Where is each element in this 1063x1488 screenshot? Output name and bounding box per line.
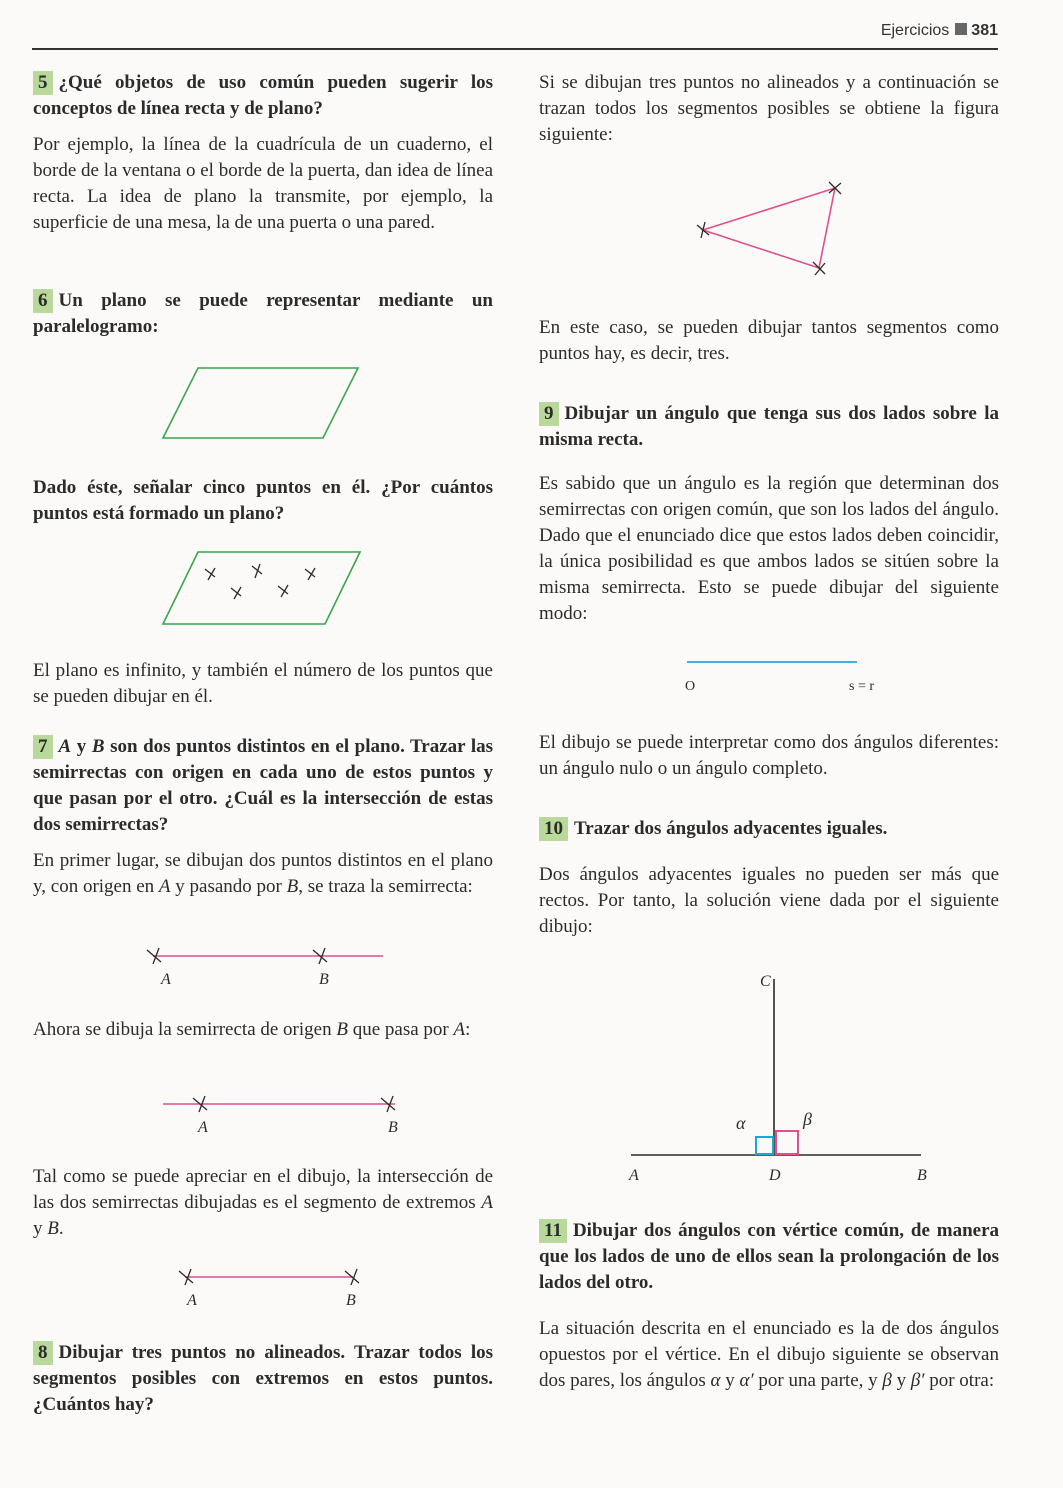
exercise-7-paragraph-2: [33, 1017, 493, 1043]
label-b: B: [346, 1292, 356, 1309]
exercise-11-paragraph-1: [539, 1316, 999, 1394]
exercise-11-question: [539, 1218, 999, 1296]
exercise-8-answer-block: [539, 70, 999, 148]
text: y: [33, 1218, 48, 1239]
exercise-8-paragraph-2: En este caso, se pueden dibujar tantos segmentos como puntos hay, es decir, tres.: [539, 317, 999, 364]
point-mark: [305, 568, 315, 580]
exercise-8-question: [33, 1340, 493, 1418]
point-mark: [829, 182, 841, 194]
question-text: Dibujar dos ángulos con vértice común, de manera que los lados de uno de ellos sean la prolongación de los lados del otro.: [539, 1220, 999, 1293]
parallelogram: [163, 368, 358, 438]
point-b-label: B: [47, 1218, 59, 1239]
section-title: Ejercicios: [880, 22, 950, 39]
triangle-figure: [689, 180, 849, 280]
exercise-number-badge: 5: [33, 71, 53, 95]
right-angle-beta-mark: [776, 1131, 798, 1154]
exercise-5-answer: Por ejemplo, la línea de la cuadrícula de un cuaderno, el borde de la ventana o el borde de la puerta, dan idea de línea recta. La idea de plano la transmite, por ejemplo, la superficie de una mesa, la de una puerta o una pared.: [33, 134, 494, 233]
exercise-7: [33, 734, 493, 900]
page-number: 381: [971, 22, 998, 39]
ray-ab-figure: [133, 938, 393, 988]
text: y pasando por: [170, 876, 287, 897]
exercise-7-paragraph-2-block: [33, 1017, 493, 1043]
parallelogram-points-figure: [153, 544, 373, 634]
alpha-prime-symbol: α′: [739, 1370, 754, 1391]
exercise-8-paragraph-2-block: [539, 315, 999, 367]
triangle: [703, 188, 835, 268]
exercise-6: [33, 288, 493, 340]
point-a-label: A: [158, 876, 171, 897]
label-b: B: [319, 971, 329, 988]
exercise-number-badge: 11: [539, 1219, 567, 1243]
beta-prime-symbol: β′: [910, 1370, 925, 1391]
null-angle-figure: [679, 654, 899, 694]
point-a-label: A: [58, 736, 72, 757]
label-d: D: [769, 1167, 781, 1184]
label-b: B: [388, 1119, 398, 1136]
text: por una parte, y: [753, 1370, 883, 1391]
question-text: Dibujar tres puntos no alineados. Trazar todos los segmentos posibles con extremos en estos puntos. ¿Cuántos hay?: [33, 1342, 493, 1415]
square-icon: [955, 23, 967, 35]
right-angle-alpha-mark: [756, 1137, 773, 1154]
exercise-7-paragraph-1: [33, 848, 493, 900]
text: y: [720, 1370, 740, 1391]
exercise-6-part2: [33, 475, 493, 527]
parallelogram-figure: [153, 356, 373, 446]
question-text: ¿Qué objetos de uso común pueden sugerir los conceptos de línea recta y de plano?: [33, 72, 493, 119]
point-a-label: A: [481, 1192, 493, 1213]
adjacent-angles-figure: [619, 965, 939, 1185]
exercise-7-paragraph-3: [33, 1164, 493, 1242]
question-text: son dos puntos distintos en el plano. Trazar las semirrectas con origen en cada uno de estos puntos y que pasan por el otro. ¿Cuál es la intersección de estas dos semirrectas?: [33, 736, 494, 835]
exercise-6-answer: El plano es infinito, y también el número de los puntos que se pueden dibujar en él.: [33, 660, 493, 707]
exercise-9-paragraph-2: El dibujo se puede interpretar como dos ángulos diferentes: un ángulo nulo o un ángulo completo.: [539, 732, 999, 779]
segment-ab-figure: [163, 1262, 403, 1312]
exercise-10-paragraph-1: Dos ángulos adyacentes iguales no pueden ser más que rectos. Por tanto, la solución viene dada por el siguiente dibujo:: [539, 864, 999, 937]
label-beta: β: [803, 1109, 812, 1129]
exercise-7-question: [33, 734, 493, 838]
exercise-10: [539, 816, 999, 940]
label-s-equals-r: s = r: [849, 679, 875, 694]
exercise-7-paragraph-3-block: [33, 1164, 493, 1242]
question-text: Trazar dos ángulos adyacentes iguales.: [574, 818, 888, 839]
exercise-9: [539, 401, 999, 627]
ray-ba-figure: [153, 1088, 413, 1138]
exercise-11: [539, 1218, 999, 1394]
text: que pasa por: [347, 1019, 454, 1040]
point-mark: [252, 564, 262, 578]
header-right: [881, 22, 998, 40]
text: :: [465, 1019, 471, 1040]
label-origin: O: [685, 679, 696, 694]
exercise-number-badge: 9: [539, 402, 559, 426]
alpha-symbol: α: [710, 1370, 721, 1391]
exercise-9-question: [539, 401, 999, 453]
page-header: [32, 18, 998, 50]
point-mark: [278, 585, 288, 597]
exercise-5: [33, 70, 493, 236]
question-text: Un plano se puede representar mediante un paralelogramo:: [33, 290, 493, 337]
text: La situación descrita en el enunciado es la de dos ángulos opuestos por el vértice. En el dibujo siguiente se observan dos pares, los ángulos: [539, 1318, 999, 1391]
exercise-number-badge: 6: [33, 289, 53, 313]
exercise-9-paragraph-1: Es sabido que un ángulo es la región que determinan dos semirrectas con origen común, que son los lados del ángulo. Dado que el enunciado dice que estos lados deben coincidir, la única posibilidad es que ambos lados se sitúen sobre la misma semirrecta. Esto se puede dibujar del siguiente modo:: [539, 473, 999, 624]
point-a-label: A: [453, 1019, 466, 1040]
text: y: [71, 736, 92, 757]
label-a: A: [187, 1292, 197, 1309]
label-a: A: [629, 1167, 639, 1184]
exercise-9-paragraph-2-block: [539, 730, 999, 782]
beta-symbol: β: [882, 1370, 892, 1391]
exercise-8: [33, 1340, 493, 1418]
point-mark: [205, 568, 215, 580]
label-a: A: [198, 1119, 208, 1136]
exercise-number-badge: 7: [33, 735, 53, 759]
point-mark: [231, 587, 241, 599]
exercise-5-question: [33, 70, 493, 122]
label-alpha: α: [736, 1113, 746, 1133]
point-b-label: B: [286, 876, 299, 897]
label-b: B: [917, 1167, 927, 1184]
text: por otra:: [924, 1370, 995, 1391]
text: Tal como se puede apreciar en el dibujo, la intersección de las dos semirrectas dibujadas es el segmento de extremos: [33, 1166, 493, 1213]
text: .: [58, 1218, 64, 1239]
text: , se traza la semirrecta:: [298, 876, 473, 897]
exercise-6-question: [33, 288, 493, 340]
text: y: [891, 1370, 911, 1391]
label-a: A: [161, 971, 171, 988]
exercise-8-paragraph-1: Si se dibujan tres puntos no alineados y a continuación se trazan todos los segmentos posibles se obtiene la figura siguiente:: [539, 72, 999, 145]
exercise-number-badge: 8: [33, 1341, 53, 1365]
text: En primer lugar, se dibujan dos puntos distintos en el plano y, con origen en: [33, 850, 493, 897]
exercise-6-question2: Dado éste, señalar cinco puntos en él. ¿Por cuántos puntos está formado un plano?: [33, 477, 493, 524]
text: Ahora se dibuja la semirrecta de origen: [33, 1019, 337, 1040]
exercise-number-badge: 10: [539, 817, 568, 841]
point-b-label: B: [336, 1019, 348, 1040]
label-c: C: [760, 973, 771, 990]
point-mark: [697, 222, 709, 238]
exercise-6-answer-block: [33, 658, 493, 710]
question-text: Dibujar un ángulo que tenga sus dos lados sobre la misma recta.: [539, 403, 999, 450]
point-b-label: B: [91, 736, 105, 757]
parallelogram: [163, 552, 360, 624]
exercise-10-question: [539, 816, 999, 842]
